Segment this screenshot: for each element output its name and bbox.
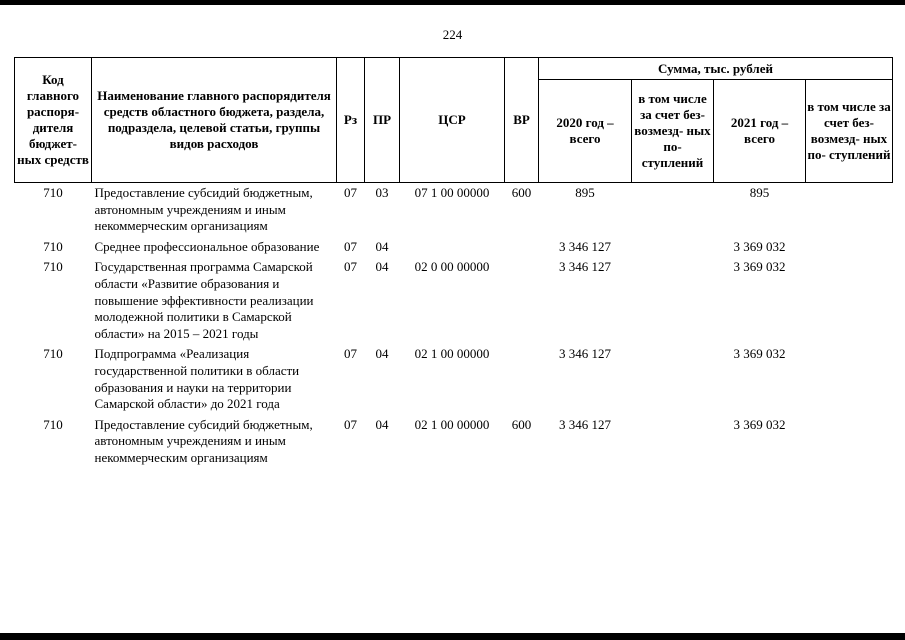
cell-code: 710 [43,259,63,275]
header-name: Наименование главного распорядителя средств областного бюджета, раздела, подраздела, целевой статьи, группы видов расходов [92,58,337,183]
cell-name: Среднее профессиональное образование [94,238,320,254]
cell-2021-total: 3 369 032 [733,259,786,275]
cell-2020-gratis [632,344,714,414]
cell-pr: 04 [375,238,389,254]
cell-2020-gratis [632,415,714,469]
cell-csr: 02 1 00 00000 [414,416,490,432]
header-2021-gratis: в том числе за счет без- возмезд- ных по- ступлений [806,80,893,183]
cell-2021-total: 3 369 032 [733,416,786,432]
cell-csr: 02 1 00 00000 [414,346,490,362]
table-header [15,58,893,183]
cell-2020-total: 3 346 127 [559,346,611,362]
cell-code: 710 [43,416,63,432]
cell-2020-gratis [632,183,714,237]
cell-2021-gratis [806,237,893,258]
cell-name: Государственная программа Самарской области «Развитие образования и повышение эффективности реализации молодежной политики в Самарской области» на 2015 – 2021 годы [94,259,314,341]
table-row [15,344,893,414]
cell-vr [505,257,539,344]
header-code: Код главного распоря- дителя бюджет- ных средств [15,58,92,183]
cell-rz: 07 [344,259,357,275]
table-row [15,415,893,469]
cell-rz: 07 [344,238,357,254]
bottom-border-rule [0,633,905,640]
cell-rz: 07 [344,346,357,362]
cell-code: 710 [43,346,63,362]
cell-name: Подпрограмма «Реализация государственной политики в области образования и науки на территории Самарской области» до 2021 года [94,346,300,412]
cell-2020-total: 3 346 127 [559,259,611,275]
budget-table [14,57,893,469]
cell-2020-total: 3 346 127 [559,416,611,432]
cell-2021-gratis [806,183,893,237]
cell-name: Предоставление субсидий бюджетным, автономным учреждениям и иным некоммерческим организациям [94,185,313,234]
cell-2020-total: 3 346 127 [559,238,611,254]
cell-code: 710 [43,185,63,200]
cell-2020-gratis [632,237,714,258]
header-rz: Рз [337,58,365,183]
header-sum-group: Сумма, тыс. рублей [539,58,893,80]
cell-vr [505,237,539,258]
cell-2021-gratis [806,257,893,344]
header-csr: ЦСР [400,58,505,183]
cell-2021-total: 895 [749,185,770,200]
table-body [15,183,893,469]
cell-vr [505,344,539,414]
table-row [15,257,893,344]
cell-2021-total: 3 369 032 [733,238,786,254]
cell-pr: 04 [375,416,389,432]
cell-2021-total: 3 369 032 [733,346,786,362]
table-row [15,237,893,258]
cell-csr: 02 0 00 00000 [414,259,490,275]
top-border-rule [0,0,905,5]
cell-pr: 04 [375,259,389,275]
cell-rz: 07 [344,416,357,432]
cell-csr: 07 1 00 00000 [414,185,490,200]
table-row [15,183,893,237]
cell-name: Предоставление субсидий бюджетным, автономным учреждениям и иным некоммерческим организациям [94,416,313,465]
cell-2021-gratis [806,344,893,414]
header-pr: ПР [365,58,400,183]
header-2020-total: 2020 год – всего [539,80,632,183]
header-2021-total: 2021 год – всего [714,80,806,183]
cell-rz: 07 [344,185,357,200]
cell-2020-gratis [632,257,714,344]
cell-pr: 03 [375,185,389,200]
cell-vr: 600 [511,185,532,200]
cell-2020-total: 895 [575,185,595,200]
cell-code: 710 [43,238,63,254]
cell-csr [400,237,505,258]
header-2020-gratis: в том числе за счет без- возмезд- ных по- ступлений [632,80,714,183]
cell-pr: 04 [375,346,389,362]
cell-2021-gratis [806,415,893,469]
header-vr: ВР [505,58,539,183]
cell-vr: 600 [511,416,532,432]
page-number: 224 [442,27,463,42]
